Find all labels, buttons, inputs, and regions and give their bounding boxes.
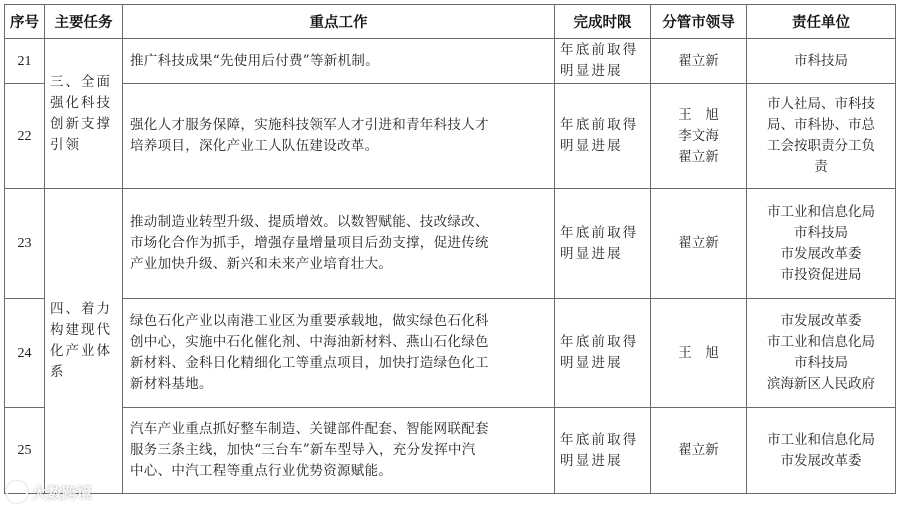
task-line: 三、全面 (50, 73, 112, 90)
deadline-cell (555, 189, 651, 299)
unit-cell (747, 299, 896, 408)
work-line: 新材料基地。 (130, 376, 213, 392)
deadline-line: 明显进展 (560, 245, 623, 262)
unit-line: 滨海新区人民政府 (767, 376, 875, 392)
unit-line: 市工业和信息化局 (767, 334, 875, 350)
leader-line: 李文海 (678, 127, 719, 144)
table-row (5, 189, 896, 299)
unit-line: 市科技局 (794, 224, 848, 241)
work-cell (123, 84, 555, 189)
unit-line: 市发展改革委 (780, 452, 862, 469)
work-line: 产业加快升级、新兴和未来产业培育壮大。 (130, 256, 393, 272)
work-cell (123, 189, 555, 299)
watermark-text: 大数跨境 (32, 483, 93, 502)
task-line: 四、着力 (50, 301, 112, 317)
seq-cell: 24 (5, 299, 45, 408)
work-cell (123, 39, 555, 84)
work-line: 推动制造业转型升级、提质增效。以数智赋能、技改绿改、 (130, 214, 489, 230)
work-line: 绿色石化产业以南港工业区为重要承载地，做实绿色石化科 (130, 313, 489, 329)
work-line: 推广科技成果“先使用后付费”等新机制。 (130, 52, 380, 69)
header-leader: 分管市领导 (651, 5, 747, 39)
unit-line: 市工业和信息化局 (767, 431, 875, 448)
leader-cell (651, 84, 747, 189)
unit-cell (747, 189, 896, 299)
deadline-cell (555, 408, 651, 494)
leader-cell (651, 189, 747, 299)
leader-line: 翟立新 (678, 442, 719, 458)
deadline-line: 年底前取得 (560, 117, 639, 133)
work-line: 培养项目，深化产业工人队伍建设改革。 (130, 138, 379, 154)
work-line: 汽车产业重点抓好整车制造、关键部件配套、智能网联配套 (130, 421, 489, 437)
unit-line: 市工业和信息化局 (767, 203, 875, 220)
unit-line: 市投资促进局 (780, 266, 862, 283)
deadline-line: 年底前取得 (560, 431, 639, 448)
task-cell (45, 189, 123, 494)
deadline-line: 年底前取得 (560, 42, 639, 58)
unit-line: 市科技局 (794, 355, 848, 371)
deadline-line: 年底前取得 (560, 334, 639, 350)
table-row (5, 84, 896, 189)
deadline-line: 明显进展 (560, 452, 623, 469)
leader-line: 王 旭 (678, 344, 719, 361)
task-line: 创新支撑 (50, 115, 112, 132)
watermark (6, 480, 92, 504)
table-row (5, 299, 896, 408)
unit-cell (747, 84, 896, 189)
work-line: 服务三条主线，加快“三台车”新车型导入，充分发挥中汽 (130, 442, 476, 458)
task-line: 引领 (50, 136, 81, 153)
unit-line: 工会按职责分工负 (767, 138, 875, 154)
unit-line: 责 (814, 159, 828, 175)
work-line: 中心、中汽工程等重点行业优势资源赋能。 (130, 463, 393, 479)
task-line: 系 (50, 364, 66, 380)
seq-cell: 25 (5, 408, 45, 494)
task-line: 构建现代 (50, 322, 112, 338)
work-line: 新材料、金科日化精细化工等重点项目，加快打造绿色化工 (130, 355, 489, 371)
work-line: 市场化合作为抓手，增强存量增量项目后劲支撑，促进传统 (130, 235, 489, 251)
deadline-cell (555, 299, 651, 408)
leader-line: 王 旭 (678, 106, 719, 123)
header-work: 重点工作 (123, 5, 555, 39)
work-plan-table (4, 4, 896, 494)
header-seq: 序号 (5, 5, 45, 39)
leader-cell (651, 39, 747, 84)
work-line: 创中心，实施中石化催化剂、中海油新材料、燕山石化绿色 (130, 334, 489, 350)
watermark-logo-icon (6, 481, 28, 503)
header-row (5, 5, 896, 39)
deadline-line: 明显进展 (560, 138, 623, 154)
task-line: 强化科技 (50, 94, 112, 111)
deadline-cell (555, 84, 651, 189)
seq-cell: 23 (5, 189, 45, 299)
deadline-line: 年底前取得 (560, 224, 639, 241)
unit-line: 市发展改革委 (780, 313, 862, 329)
table-row (5, 408, 896, 494)
work-cell (123, 299, 555, 408)
seq-cell: 22 (5, 84, 45, 189)
deadline-line: 明显进展 (560, 355, 623, 371)
task-line: 化产业体 (50, 343, 112, 359)
seq-cell: 21 (5, 39, 45, 84)
header-task: 主要任务 (45, 5, 123, 39)
deadline-line: 明显进展 (560, 63, 623, 79)
leader-line: 翟立新 (678, 235, 719, 251)
deadline-cell (555, 39, 651, 84)
header-deadline: 完成时限 (555, 5, 651, 39)
unit-cell (747, 408, 896, 494)
unit-cell (747, 39, 896, 84)
leader-cell (651, 299, 747, 408)
unit-line: 市发展改革委 (780, 245, 862, 262)
leader-cell (651, 408, 747, 494)
leader-line: 翟立新 (678, 148, 719, 165)
work-cell (123, 408, 555, 494)
leader-line: 翟立新 (678, 52, 719, 69)
unit-line: 局、市科协、市总 (767, 117, 875, 133)
table-row (5, 39, 896, 84)
unit-line: 市科技局 (794, 52, 848, 69)
header-unit: 责任单位 (747, 5, 896, 39)
unit-line: 市人社局、市科技 (767, 96, 875, 112)
work-line: 强化人才服务保障，实施科技领军人才引进和青年科技人才 (130, 117, 489, 133)
task-cell (45, 39, 123, 189)
